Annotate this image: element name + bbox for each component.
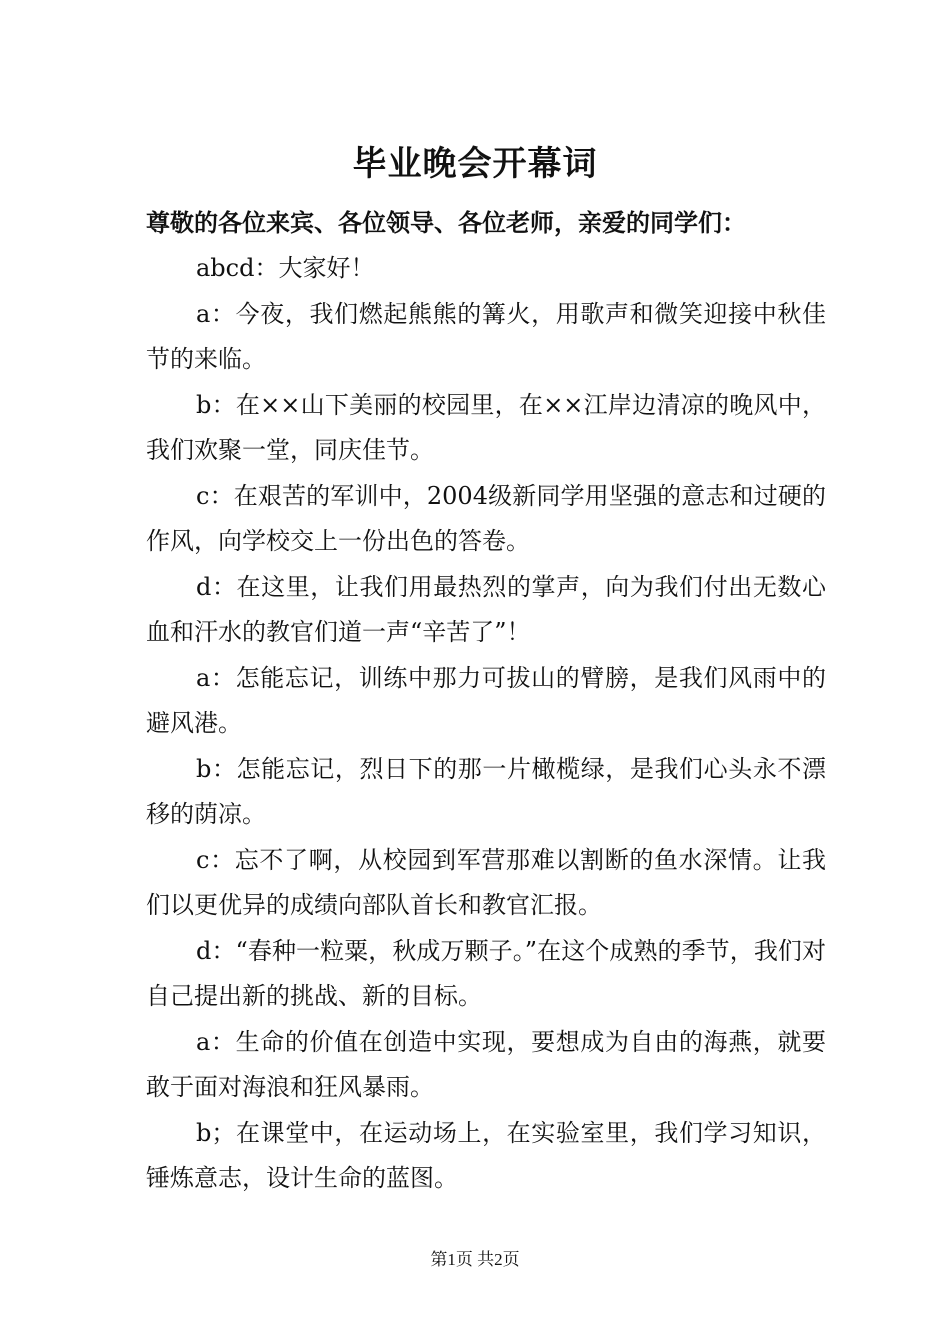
paragraph: b；在课堂中，在运动场上，在实验室里，我们学习知识，锤炼意志，设计生命的蓝图。 <box>146 1118 826 1192</box>
paragraph: c：忘不了啊，从校园到军营那难以割断的鱼水深情。让我们以更优异的成绩向部队首长和教官汇报。 <box>146 845 826 919</box>
paragraph: a：怎能忘记，训练中那力可拔山的臂膀，是我们风雨中的避风港。 <box>146 663 826 737</box>
paragraph: abcd：大家好！ <box>196 254 375 282</box>
document-title: 毕业晚会开幕词 <box>352 144 598 184</box>
paragraph: d：在这里，让我们用最热烈的掌声，向为我们付出无数心血和汗水的教官们道一声“辛苦了”！ <box>146 572 826 646</box>
paragraph: a：生命的价值在创造中实现，要想成为自由的海燕，就要敢于面对海浪和狂风暴雨。 <box>146 1027 826 1101</box>
paragraph: c：在艰苦的军训中，2004级新同学用坚强的意志和过硬的作风，向学校交上一份出色的答卷。 <box>146 481 826 555</box>
paragraph: d：“春种一粒粟，秋成万颗子。”在这个成熟的季节，我们对自己提出新的挑战、新的目标。 <box>146 936 826 1010</box>
salutation: 尊敬的各位来宾、各位领导、各位老师，亲爱的同学们： <box>146 208 746 237</box>
paragraph: b：怎能忘记，烈日下的那一片橄榄绿，是我们心头永不漂移的荫凉。 <box>146 754 826 828</box>
page-number-footer: 第1页 共2页 <box>430 1250 520 1269</box>
document-body <box>146 246 826 1202</box>
paragraph: b：在××山下美丽的校园里，在××江岸边清凉的晚风中，我们欢聚一堂，同庆佳节。 <box>146 390 826 464</box>
paragraph: a：今夜，我们燃起熊熊的篝火，用歌声和微笑迎接中秋佳节的来临。 <box>146 299 826 373</box>
